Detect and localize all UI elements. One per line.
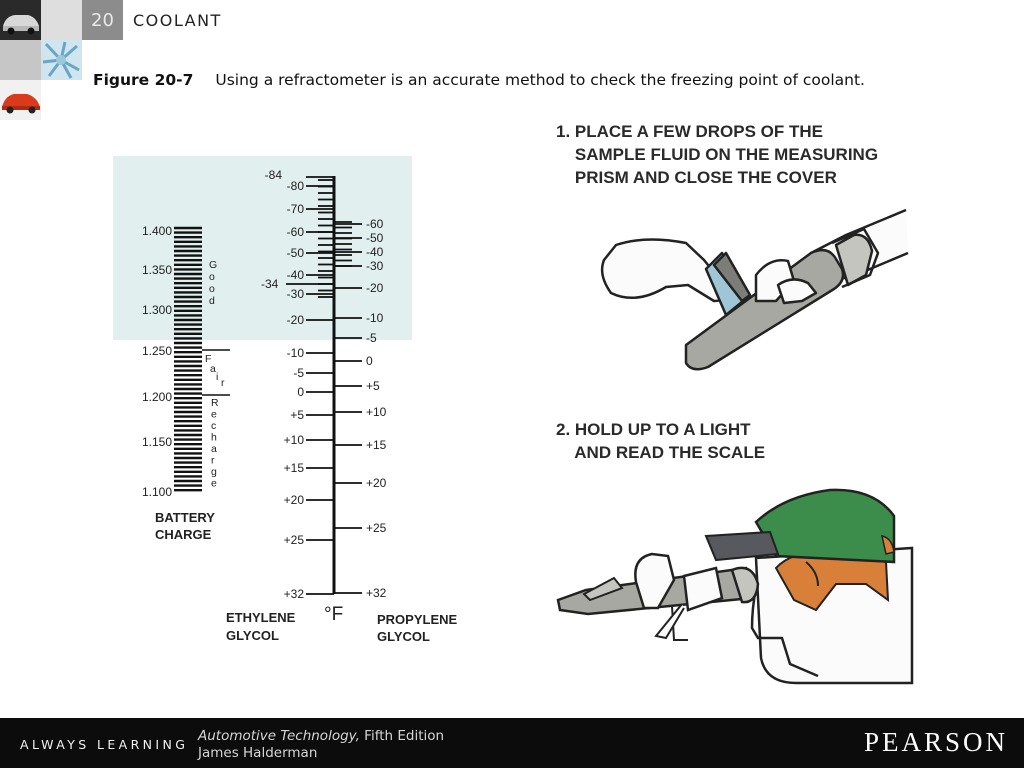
battery-label-line1: BATTERY (155, 510, 215, 525)
figure-label: Figure 20-7 (93, 71, 194, 89)
book-author: James Halderman (198, 745, 318, 761)
ethylene-tick-label: +15 (283, 461, 304, 475)
zone-fair-letter: a (210, 363, 216, 375)
book-info (198, 728, 444, 762)
zone-recharge-letter: e (211, 408, 217, 421)
ethylene-tick-label: -80 (286, 179, 304, 193)
footer-bar (0, 718, 1024, 768)
ethylene-tick-label: -34 (261, 277, 279, 291)
book-title: Automotive Technology, (198, 728, 360, 744)
ethylene-tick-label: +10 (283, 433, 304, 447)
ethylene-tick-label: -30 (286, 287, 304, 301)
propylene-tick-label: -30 (366, 259, 384, 273)
ethylene-tick-label: 0 (297, 385, 304, 399)
propylene-tick-label: 0 (366, 354, 373, 368)
zone-good-letter: o (209, 283, 215, 295)
propylene-tick-label: +5 (366, 379, 380, 393)
battery-tick-label: 1.200 (141, 390, 172, 404)
propylene-tick-label: -5 (366, 331, 377, 345)
zone-fair-letter: F (205, 353, 212, 365)
ethylene-tick-label: +32 (283, 587, 304, 601)
ethylene-label-line1: ETHYLENE (226, 610, 296, 625)
ethylene-tick-label: +25 (283, 533, 304, 547)
person-reading-refractometer-illustration (556, 488, 916, 688)
ethylene-tick-label: -70 (286, 202, 304, 216)
zone-recharge-letter: h (211, 431, 217, 444)
propylene-tick-label: -10 (366, 311, 384, 325)
ethylene-tick-label: -5 (293, 366, 304, 380)
unit-label: °F (324, 604, 344, 625)
ethylene-tick-label: -20 (286, 313, 304, 327)
chapter-title: COOLANT (133, 11, 222, 30)
propylene-tick-label: +10 (366, 405, 387, 419)
book-edition: Fifth Edition (359, 728, 445, 744)
propylene-tick-label: +25 (366, 521, 387, 535)
zone-recharge-letter: g (211, 466, 217, 478)
ethylene-tick-label: -50 (286, 246, 304, 260)
propylene-label-line2: GLYCOL (377, 629, 430, 644)
propylene-tick-label: -40 (366, 245, 384, 259)
zone-recharge-letter: r (211, 454, 215, 467)
chapter-number: 20 (82, 0, 123, 40)
propylene-tick-label: -60 (366, 217, 384, 231)
zone-good-letter: d (209, 295, 215, 307)
zone-good-letter: G (209, 259, 218, 271)
figure-caption-text: Using a refractometer is an accurate method to check the freezing point of coolant. (215, 71, 865, 89)
battery-tick-label: 1.250 (141, 344, 172, 358)
zone-recharge-letter: R (211, 397, 219, 409)
ethylene-label-line2: GLYCOL (226, 628, 279, 643)
zone-recharge-letter: a (211, 443, 217, 455)
battery-tick-label: 1.150 (141, 435, 172, 449)
zone-good-letter: o (209, 271, 215, 283)
ethylene-tick-label: -84 (264, 168, 282, 182)
propylene-tick-label: +15 (366, 438, 387, 452)
always-learning-tagline: ALWAYS LEARNING (20, 737, 189, 752)
step-2-text: 2. HOLD UP TO A LIGHT AND READ THE SCALE (556, 420, 766, 462)
ethylene-tick-label: -10 (286, 346, 304, 360)
ethylene-tick-label: +5 (290, 408, 304, 422)
battery-label-line2: CHARGE (155, 527, 212, 542)
zone-recharge-letter: e (211, 477, 217, 490)
propylene-tick-label: +32 (366, 586, 387, 600)
ethylene-tick-label: -40 (286, 268, 304, 282)
battery-tick-label: 1.350 (141, 263, 172, 277)
pearson-logo: PEARSON (863, 727, 1008, 757)
battery-tick-label: 1.100 (141, 485, 172, 499)
zone-fair-letter: i (216, 371, 219, 383)
refractometer-hands-illustration (596, 205, 916, 375)
zone-fair-letter: r (221, 377, 225, 389)
propylene-tick-label: -20 (366, 281, 384, 295)
refractometer-scale (0, 0, 520, 700)
ethylene-tick-label: +20 (283, 493, 304, 507)
battery-tick-label: 1.400 (141, 224, 172, 238)
battery-tick-label: 1.300 (141, 303, 172, 317)
step-1-text: 1. PLACE A FEW DROPS OF THE SAMPLE FLUID ON THE MEASURING PRISM AND CLOSE THE COVER (556, 122, 879, 187)
ethylene-tick-label: -60 (286, 225, 304, 239)
zone-recharge-letter: c (211, 420, 217, 432)
propylene-tick-label: -50 (366, 231, 384, 245)
propylene-label-line1: PROPYLENE (377, 612, 458, 627)
propylene-tick-label: +20 (366, 476, 387, 490)
